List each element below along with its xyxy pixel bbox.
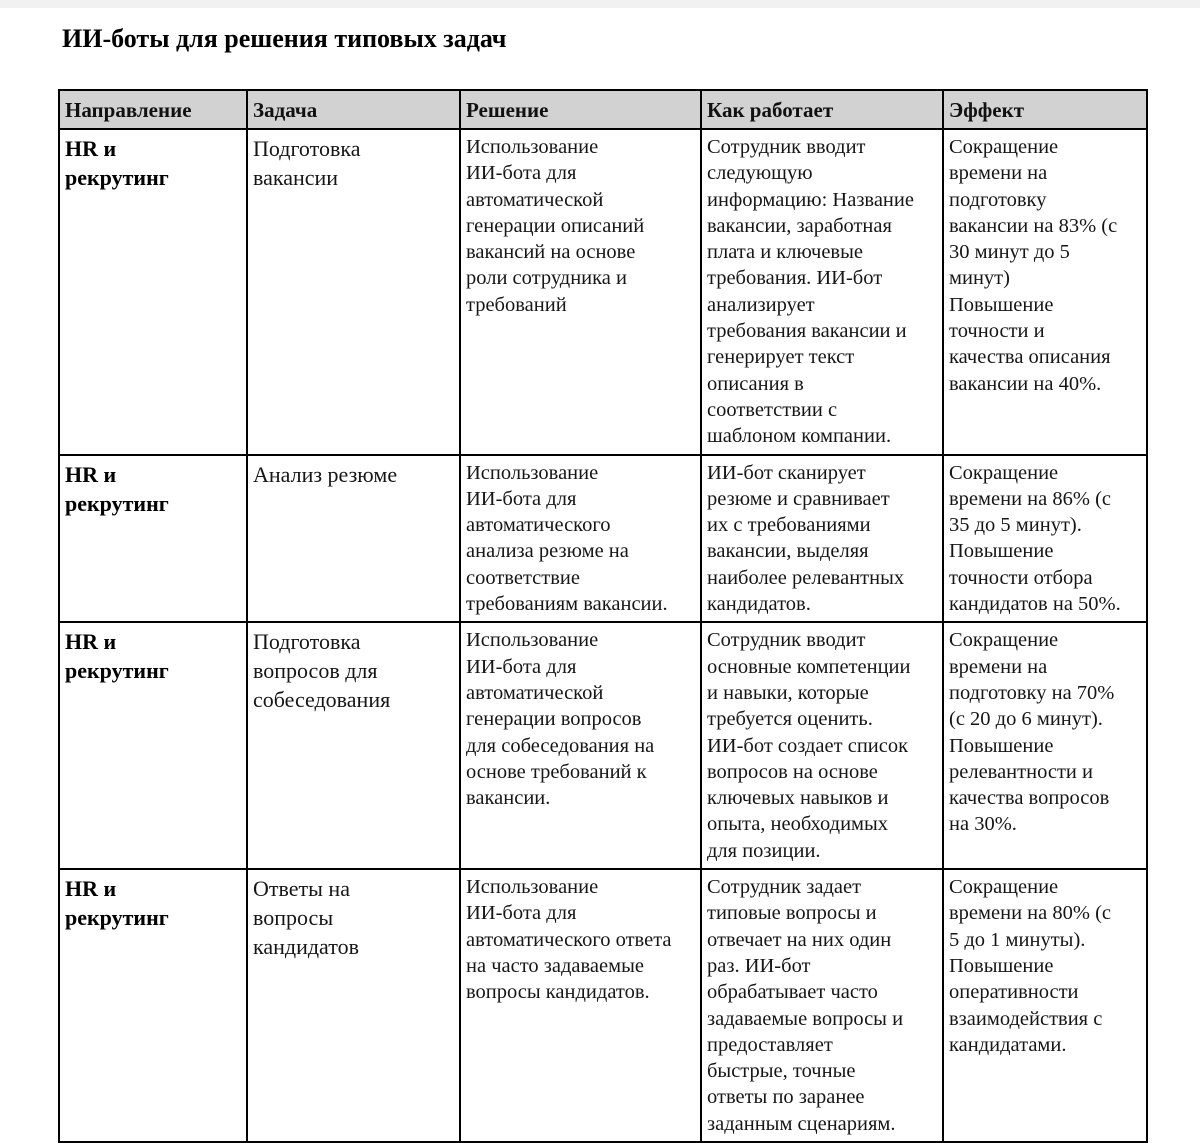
cell-direction: HR и рекрутинг: [59, 869, 247, 1142]
header-how-it-works: Как работает: [701, 90, 943, 129]
cell-how-it-works: Сотрудник вводит основные компетенции и навыки, которые требуется оценить. ИИ-бот создает список вопросов на основе ключевых навыков и опыта, необходимых для позиции.: [701, 622, 943, 869]
header-effect: Эффект: [943, 90, 1147, 129]
cell-direction: HR и рекрутинг: [59, 129, 247, 455]
bots-table: [58, 89, 1148, 1143]
table-row: [59, 869, 1147, 1142]
table-row: [59, 455, 1147, 623]
cell-how-it-works: Сотрудник задает типовые вопросы и отвечает на них один раз. ИИ-бот обрабатывает часто задаваемые вопросы и предоставляет быстрые, точные ответы по заранее заданным сценариям.: [701, 869, 943, 1142]
cell-task: Подготовка вопросов для собеседования: [247, 622, 460, 869]
header-solution: Решение: [460, 90, 701, 129]
cell-direction: HR и рекрутинг: [59, 455, 247, 623]
table-row: [59, 129, 1147, 455]
page-title: ИИ-боты для решения типовых задач: [62, 24, 507, 53]
cell-how-it-works: ИИ-бот сканирует резюме и сравнивает их с требованиями вакансии, выделяя наиболее релевантных кандидатов.: [701, 455, 943, 623]
table-header-row: [59, 90, 1147, 129]
cell-solution: Использование ИИ-бота для автоматического анализа резюме на соответствие требованиям вакансии.: [460, 455, 701, 623]
table-container: [58, 89, 1146, 1143]
cell-effect: Сокращение времени на 86% (с 35 до 5 минут). Повышение точности отбора кандидатов на 50%.: [943, 455, 1147, 623]
page-top-edge: [0, 0, 1200, 8]
cell-task: Ответы на вопросы кандидатов: [247, 869, 460, 1142]
header-direction: Направление: [59, 90, 247, 129]
cell-effect: Сокращение времени на подготовку вакансии на 83% (с 30 минут до 5 минут) Повышение точности и качества описания вакансии на 40%.: [943, 129, 1147, 455]
cell-task: Анализ резюме: [247, 455, 460, 623]
cell-solution: Использование ИИ-бота для автоматической генерации вопросов для собеседования на основе требований к вакансии.: [460, 622, 701, 869]
cell-effect: Сокращение времени на 80% (с 5 до 1 минуты). Повышение оперативности взаимодействия с кандидатами.: [943, 869, 1147, 1142]
cell-effect: Сокращение времени на подготовку на 70% (с 20 до 6 минут). Повышение релевантности и качества вопросов на 30%.: [943, 622, 1147, 869]
cell-solution: Использование ИИ-бота для автоматического ответа на часто задаваемые вопросы кандидатов.: [460, 869, 701, 1142]
cell-solution: Использование ИИ-бота для автоматической генерации описаний вакансий на основе роли сотрудника и требований: [460, 129, 701, 455]
header-task: Задача: [247, 90, 460, 129]
table-row: [59, 622, 1147, 869]
cell-direction: HR и рекрутинг: [59, 622, 247, 869]
cell-task: Подготовка вакансии: [247, 129, 460, 455]
cell-how-it-works: Сотрудник вводит следующую информацию: Название вакансии, заработная плата и ключевые требования. ИИ-бот анализирует требования вакансии и генерирует текст описания в соответствии с шаблоном компании.: [701, 129, 943, 455]
